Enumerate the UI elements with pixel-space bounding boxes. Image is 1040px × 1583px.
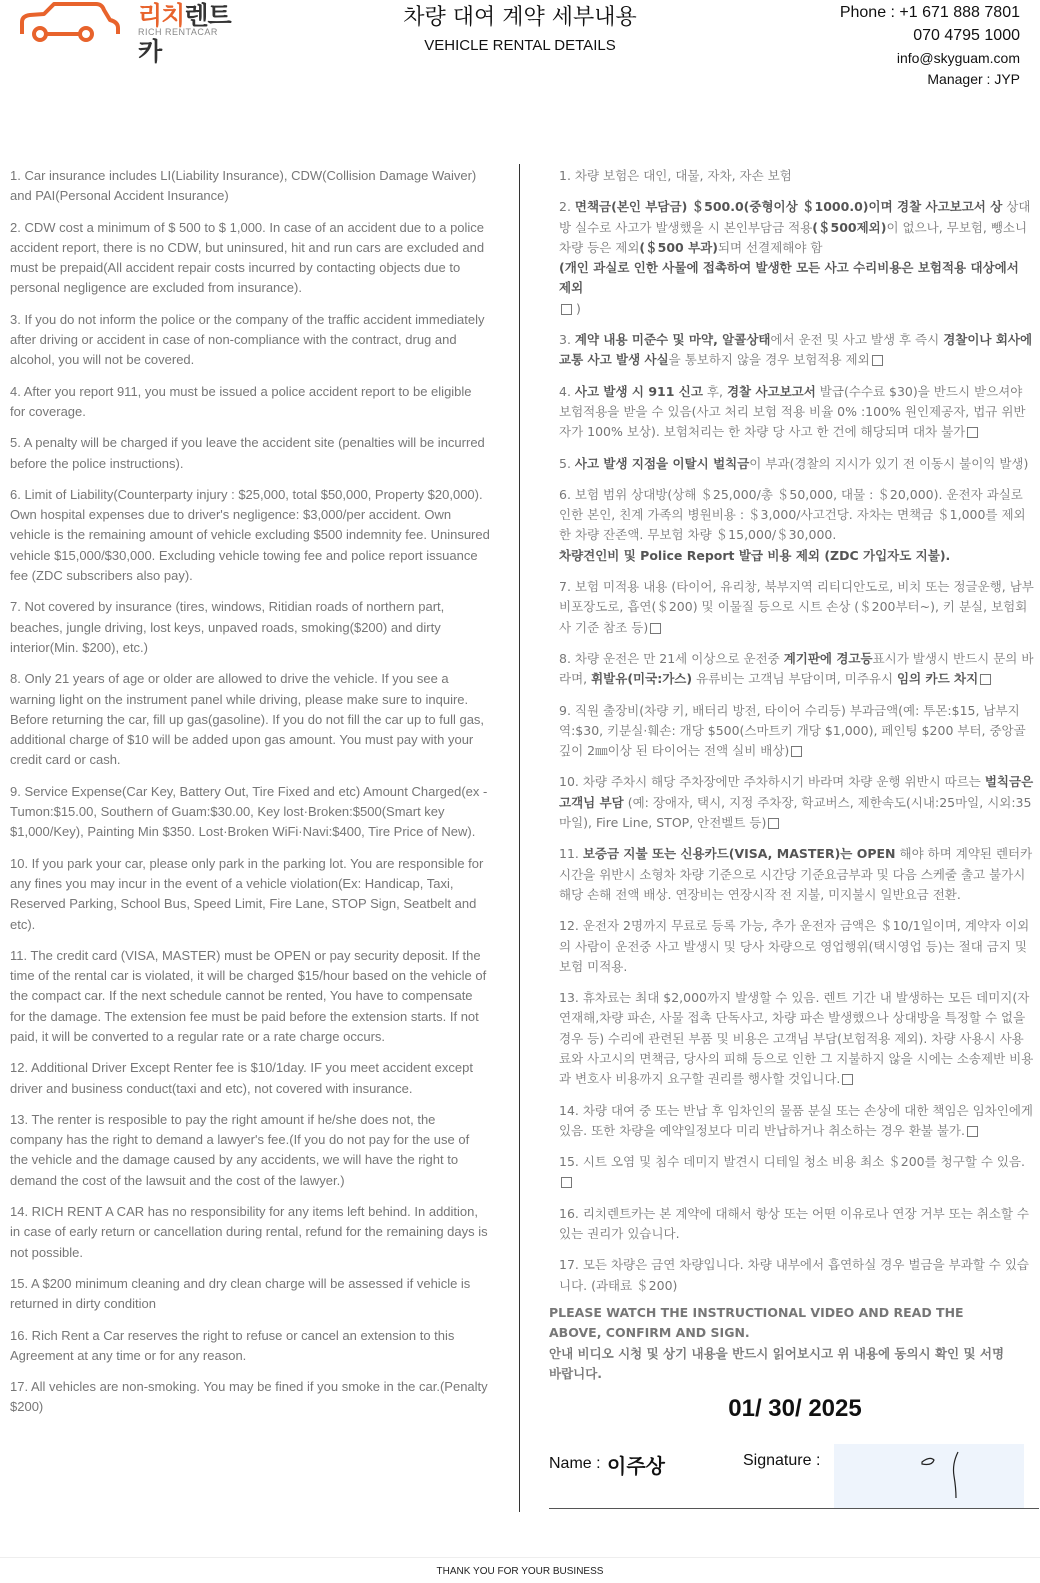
header bbox=[0, 0, 1040, 110]
term-ko-16: 16. 리치렌트카는 본 계약에 대해서 항상 또는 어떤 이유로나 연장 거부 또는 취소할 수 있는 권리가 있습니다. bbox=[559, 1205, 1030, 1242]
footer-text: THANK YOU FOR YOUR BUSINESS bbox=[436, 1566, 604, 1577]
logo-wordmark: 리치렌트카 bbox=[138, 1, 231, 66]
signature-pad[interactable] bbox=[834, 1444, 1024, 1508]
renter-name: 이주상 bbox=[607, 1454, 665, 1478]
agree-checkbox-10[interactable] bbox=[768, 818, 779, 829]
term-en-13: 13. The renter is resposible to pay the right amount if he/she does not, the company has the right to demand a lawyer's fee.(If you do not pay for the use of the vehicle and the damage caused by any accidents, we will have the right to demand the cost of the lawsuit and the cost of the lawyer.) bbox=[10, 1111, 470, 1188]
term-ko-6: 6. 보험 범위 상대방(상해 ＄25,000/총 ＄50,000, 대물 : ＄20,000). 운전자 과실로 인한 본인, 친계 가족의 병원비용 : ＄3,000/사고건당. 자차는 면책금 ＄1,000를 제외한 차량 잔존액. 무보험 차량 ＄15,000/＄30,000. 차량견인비 및 Police Report 발급 비용 제외 (ZDC 가입자도 지불). bbox=[559, 486, 1026, 563]
handwritten-signature bbox=[834, 1444, 1024, 1508]
term-ko-9: 9. 직원 출장비(차량 키, 배터리 방전, 타이어 수리등) 부과금액(예: 투몬:$15, 남부지역:$30, 키분실·훼손: 개당 $500(스마트키 개당 $1,000), 페인팅 $200 부터, 중앙골 깊이 2㎜이상 된 타이어는 전액 실비 배상) bbox=[559, 702, 1026, 759]
term-en-1: 1. Car insurance includes LI(Liability Insurance), CDW(Collision Damage Waiver) and PAI(Personal Accident Insurance) bbox=[10, 168, 477, 204]
term-en-11: 11. The credit card (VISA, MASTER) must be OPEN or pay security deposit. If the time of the rental car is violated, it will be charged $15/hour based on the vehicle of the compact car. If the next schedule cannot be rented, You have to compensate for the damage. The extension fee must be paid before the extension starts. If not paid, it will be converted to a regular rate or a rate charge occurs. bbox=[10, 947, 487, 1044]
agree-checkbox-14[interactable] bbox=[967, 1126, 978, 1137]
term-ko-8: 8. 차량 운전은 만 21세 이상으로 운전중 계기판에 경고등표시가 발생시 반드시 문의 바라며, 휘발유(미국:가스) 유류비는 고객님 부담이며, 미주유시 임의 카드 차지 bbox=[559, 650, 1034, 687]
notice-korean: 안내 비디오 시청 및 상기 내용을 반드시 읽어보시고 위 내용에 동의시 확인 및 서명 바랍니다. bbox=[549, 1345, 1005, 1381]
term-en-5: 5. A penalty will be charged if you leave the accident site (penalties will be incurred before the police instructions). bbox=[10, 435, 485, 471]
term-en-16: 16. Rich Rent a Car reserves the right to refuse or cancel an extension to this Agreement at any time or for any reason. bbox=[10, 1327, 455, 1363]
term-ko-3: 3. 계약 내용 미준수 및 마약, 알콜상태에서 운전 및 사고 발생 후 즉시 경찰이나 회사에 교통 사고 발생 사실을 통보하지 않을 경우 보험적용 제외 bbox=[559, 332, 1033, 368]
term-en-6: 6. Limit of Liability(Counterparty injury : $25,000, total $50,000, Property $20,000). Own hospital expenses due to driver's negligence: $3,000/per accident. Own vehicle is the remaining amount of vehicle excluding $500 indemnity fee. Uninsured vehicle $15,000/$30,000. Excluding vehicle towing fee and police report issuance fee (ZDC subscribers also pay). bbox=[10, 486, 490, 584]
email: info@skyguam.com bbox=[896, 50, 1020, 66]
phone-primary: Phone : +1 671 888 7801 bbox=[839, 4, 1020, 21]
term-en-15: 15. A $200 minimum cleaning and dry clean charge will be assessed if vehicle is returned in dirty condition bbox=[10, 1275, 471, 1312]
term-ko-10: 10. 차량 주차시 해당 주차장에만 주차하시기 바라며 차량 운행 위반시 따르는 벌칙금은 고객님 부담 (예: 장애자, 택시, 지정 주차장, 학교버스, 제한속도(시내:25마일, 시외:35마일), Fire Line, STOP, 안전벨트 등) bbox=[559, 774, 1034, 831]
column-divider bbox=[519, 164, 520, 1512]
manager: Manager : JYP bbox=[927, 71, 1020, 87]
term-ko-12: 12. 운전자 2명까지 무료로 등록 가능, 추가 운전자 금액은 ＄10/1일이며, 계약자 이외의 사람이 운전중 사고 발생시 및 당사 차량으로 영업행위(택시영업 등)는 절대 금지 및 보험 미적용. bbox=[559, 918, 1030, 974]
term-ko-14: 14. 차량 대여 중 또는 반납 후 임차인의 물품 분실 또는 손상에 대한 책임은 임차인에게 있음. 또한 차량을 예약일정보다 미리 반납하거나 취소하는 경우 환불 불가. bbox=[559, 1102, 1033, 1138]
term-en-12: 12. Additional Driver Except Renter fee is $10/1day. IF you meet accident except driver and business conduct(taxi and etc), not covered with insurance. bbox=[10, 1060, 473, 1096]
term-ko-2: 2. 면책금(본인 부담금) ＄500.0(중형이상 ＄1000.0)이며 경찰 사고보고서 상 상대방 실수로 사고가 발생했을 시 본인부담금 적용(＄500제외)이 없으나, 무보험, 뺑소니 차량 등은 제외(＄500 부과)되며 선결제해야 함 (개인 과실로 인한 사물에 접촉하여 발생한 모든 사고 수리비용은 보험적용 대상에서 제외 ) bbox=[559, 199, 1031, 316]
page-title-korean: 차량 대여 계약 세부내용 bbox=[403, 5, 637, 30]
agree-checkbox-8[interactable] bbox=[980, 674, 991, 685]
phone-secondary: 070 4795 1000 bbox=[913, 27, 1020, 44]
agree-checkbox-15[interactable] bbox=[561, 1177, 572, 1188]
page-title-english: VEHICLE RENTAL DETAILS bbox=[424, 37, 616, 54]
term-en-7: 7. Not covered by insurance (tires, windows, Ritidian roads of northern part, beaches, jungle driving, lost keys, unpaved roads, smoking($200) and dirty interior(Min. $200), etc.) bbox=[10, 599, 445, 655]
term-ko-4: 4. 사고 발생 시 911 신고 후, 경찰 사고보고서 발급(수수료 $30)을 반드시 받으셔야 보험적용을 받을 수 있음(사고 처리 보험 적용 비율 0% :100% 원인제공자, 법규 위반자가 100% 보상). 보험처리는 한 차량 당 사고 한 건에 해당되며 대차 불가 bbox=[559, 383, 1026, 440]
term-en-4: 4. After you report 911, you must be issued a police accident report to be eligible for coverage. bbox=[10, 383, 472, 419]
company-logo bbox=[18, 0, 238, 66]
term-ko-11: 11. 보증금 지불 또는 신용카드(VISA, MASTER)는 OPEN 해야 하며 계약된 렌터카 시간을 위반시 소형차 차량 기준으로 시간당 기준요금부과 및 다음 스케줄 출고 불가시 해당 손해 전액 배상. 연장비는 연장시작 전 지불, 미지불시 일반요금 전환. bbox=[559, 846, 1033, 902]
name-label: Name : bbox=[549, 1455, 601, 1472]
term-en-14: 14. RICH RENT A CAR has no responsibility for any items left behind. In addition, in case of early return or cancellation during rental, refund for the remaining days is not possible. bbox=[10, 1204, 488, 1260]
agree-checkbox-13[interactable] bbox=[842, 1074, 853, 1085]
confirmation-notice bbox=[549, 1303, 1019, 1384]
agree-checkbox-2[interactable] bbox=[561, 304, 572, 315]
agree-checkbox-4[interactable] bbox=[967, 427, 978, 438]
contract-date: 01/ 30/ 2025 bbox=[728, 1395, 862, 1422]
agree-checkbox-9[interactable] bbox=[791, 746, 802, 757]
agree-checkbox-3[interactable] bbox=[872, 355, 883, 366]
signature-label: Signature : bbox=[743, 1452, 821, 1469]
korean-terms bbox=[559, 166, 1035, 1307]
term-ko-15: 15. 시트 오염 및 침수 데미지 발견시 디테일 청소 비용 최소 ＄200를 청구할 수 있음. bbox=[559, 1152, 1035, 1193]
term-en-2: 2. CDW cost a minimum of $ 500 to $ 1,000. In case of an accident due to a police accident report, there is no CDW, but uninsured, hit and run cars are excluded and must be prepaid(All accident repair costs incurred by contacting objects due to personal negligence are excluded from insurance). bbox=[10, 219, 485, 296]
term-ko-5: 5. 사고 발생 지점을 이탈시 벌칙금이 부과(경찰의 지시가 있기 전 이동시 불이익 발생) bbox=[559, 455, 1029, 471]
agree-checkbox-7[interactable] bbox=[650, 623, 661, 634]
term-en-8: 8. Only 21 years of age or older are allowed to drive the vehicle. If you see a warning light on the instrument panel while driving, please make sure to inquire. Before returning the car, fill up gas(gasoline). If you do not fill the car up to full gas, additional charge of $10 will be added upon gas amount. You must pay with your credit card or cash. bbox=[10, 671, 485, 768]
notice-english: PLEASE WATCH THE INSTRUCTIONAL VIDEO AND READ THE ABOVE, CONFIRM AND SIGN. bbox=[549, 1305, 964, 1341]
term-en-17: 17. All vehicles are non-smoking. You may be fined if you smoke in the car.(Penalty $200) bbox=[10, 1379, 488, 1415]
term-ko-17: 17. 모든 차량은 금연 차량입니다. 차량 내부에서 흡연하실 경우 벌금을 부과할 수 있습니다. (과태료 ＄200) bbox=[559, 1257, 1030, 1293]
term-ko-13: 13. 휴차료는 최대 $2,000까지 발생할 수 있음. 렌트 기간 내 발생하는 모든 데미지(자연재해,차량 파손, 사물 접촉 단독사고, 차량 파손 발생했으나 상대방을 특정할 수 없을 경우 등) 수리에 관련된 부품 및 비용은 고객님 부담(보험적용 제외). 차량 사용시 사용료와 사고시의 면책금, 당사의 피해 등으로 인한 그 지불하지 않을 시에는 소송제반 비용과 변호사 비용까지 요구할 권리를 행사할 것입니다. bbox=[559, 990, 1034, 1087]
logo-subtitle: RICH RENTACAR bbox=[138, 27, 218, 37]
term-ko-1: 1. 차량 보험은 대인, 대물, 자차, 자손 보험 bbox=[559, 168, 792, 183]
signature-underline bbox=[549, 1508, 1039, 1509]
term-en-10: 10. If you park your car, please only park in the parking lot. You are responsible for any fines you may incur in the event of a vehicle violation(Ex: Handicap, Taxi, Reserved Parking, School Bus, Speed Limit, Fire Lane, STOP Sign, Seatbelt and etc). bbox=[10, 855, 484, 932]
footer-divider bbox=[0, 1557, 1040, 1558]
english-terms bbox=[10, 166, 490, 1429]
term-en-9: 9. Service Expense(Car Key, Battery Out, Tire Fixed and etc) Amount Charged(ex - Tumon:$15.00, Southern of Guam:$30.00, Key lost·Broken:$500(Smart key $1,000/Key), Painting Min $350. Lost·Broken WiFi·Navi:$400, Tire Price of New). bbox=[10, 783, 488, 840]
term-ko-7: 7. 보험 미적용 내용 (타이어, 유리창, 북부지역 리티디안도로, 비치 또는 정글운행, 남부 비포장도로, 흡연(＄200) 및 이물질 등으로 시트 손상 (＄200부터~), 키 분실, 보험회사 기준 참조 등) bbox=[559, 579, 1034, 635]
contact-info bbox=[840, 2, 1020, 90]
car-logo-icon bbox=[18, 0, 128, 44]
term-en-3: 3. If you do not inform the police or the company of the traffic accident immediately after driving or accident in case of non-compliance with the contract, drug and alcohol, you will not be covered. bbox=[10, 311, 485, 368]
